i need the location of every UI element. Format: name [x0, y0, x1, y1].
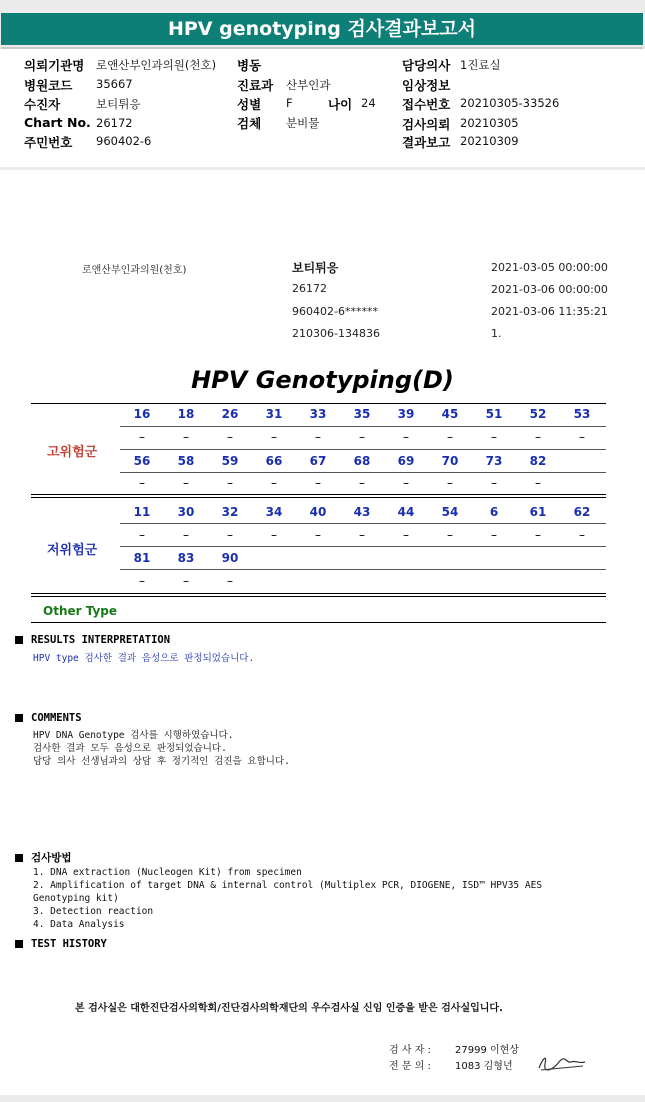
- report-date-value: 20210309: [460, 134, 519, 148]
- table-line: [120, 523, 606, 524]
- genotype-number: 31: [265, 407, 283, 421]
- genotype-result: –: [271, 476, 277, 490]
- genotype-result: –: [183, 574, 189, 588]
- requesting-org-label: 의뢰기관명: [24, 58, 85, 73]
- age-value: 24: [361, 96, 376, 110]
- genotype-number: 90: [221, 551, 239, 565]
- genotype-number: 43: [353, 505, 371, 519]
- genotype-number: 59: [221, 454, 239, 468]
- results-text: HPV type 검사한 결과 음성으로 판정되었습니다.: [33, 653, 255, 664]
- table-line: [31, 403, 606, 404]
- genotype-result: –: [227, 574, 233, 588]
- genotype-number: 61: [529, 505, 547, 519]
- genotype-result: –: [447, 430, 453, 444]
- genotype-number: 11: [133, 505, 151, 519]
- genotype-result: –: [139, 430, 145, 444]
- genotype-result: –: [403, 528, 409, 542]
- specimen-label: 검체: [237, 116, 262, 131]
- genotype-number: 26: [221, 407, 239, 421]
- header-page: 1.: [491, 327, 502, 340]
- genotype-number: 52: [529, 407, 547, 421]
- test-history-heading: [15, 938, 107, 950]
- genotype-result: –: [271, 430, 277, 444]
- receipt-no-label: 접수번호: [402, 97, 451, 112]
- table-line: [31, 622, 606, 623]
- test-history-heading-text: TEST HISTORY: [31, 938, 107, 950]
- comment-line: HPV DNA Genotype 검사를 시행하였습니다.: [33, 730, 234, 741]
- department-label: 진료과: [237, 78, 274, 93]
- comments-heading-text: COMMENTS: [31, 712, 82, 724]
- hospital-code-label: 병원코드: [24, 78, 73, 93]
- genotype-result: –: [359, 528, 365, 542]
- genotype-result: –: [271, 528, 277, 542]
- chart-no-value: 26172: [96, 116, 133, 130]
- clinical-info-label: 임상정보: [402, 78, 451, 93]
- genotype-result: –: [447, 528, 453, 542]
- genotype-result: –: [183, 476, 189, 490]
- comments-section-heading: [15, 712, 82, 724]
- bullet-square-icon: [15, 854, 23, 862]
- method-line: Genotyping kit): [33, 893, 119, 904]
- report-content: [0, 170, 645, 1095]
- method-section-heading: [15, 850, 72, 865]
- header-org: 로앤산부인과의원(천호): [82, 265, 187, 276]
- table-double-line: [31, 593, 606, 597]
- patient-value: 보티튀응: [96, 97, 141, 111]
- genotype-number: 16: [133, 407, 151, 421]
- genotype-number: 58: [177, 454, 195, 468]
- genotype-result: –: [447, 476, 453, 490]
- method-line: 3. Detection reaction: [33, 906, 154, 917]
- header-id: 960402-6******: [292, 305, 378, 318]
- bullet-square-icon: [15, 636, 23, 644]
- comment-line: 담당 의사 선생님과의 상담 후 정기적인 검진을 요합니다.: [33, 756, 290, 767]
- genotyping-title: HPV Genotyping(D): [191, 366, 454, 394]
- header-date-3: 2021-03-06 11:35:21: [491, 305, 608, 318]
- other-type-label: Other Type: [43, 604, 118, 618]
- genotype-number: 51: [485, 407, 503, 421]
- genotype-number: 73: [485, 454, 503, 468]
- genotype-number: 32: [221, 505, 239, 519]
- high-risk-label: 고위험군: [47, 445, 98, 460]
- genotype-result: –: [183, 528, 189, 542]
- genotype-number: 54: [441, 505, 459, 519]
- genotype-number: 53: [573, 407, 591, 421]
- genotype-number: 68: [353, 454, 371, 468]
- patient-info-block: [0, 49, 645, 167]
- method-line: 1. DNA extraction (Nucleogen Kit) from specimen: [33, 867, 302, 878]
- genotype-result: –: [491, 430, 497, 444]
- genotype-result: –: [579, 528, 585, 542]
- header-patient: 보티튀응: [292, 261, 339, 275]
- genotype-number: 40: [309, 505, 327, 519]
- report-title: HPV genotyping 검사결과보고서: [1, 13, 643, 45]
- department-value: 산부인과: [286, 78, 331, 92]
- requesting-org-value: 로앤산부인과의원(천호): [96, 58, 217, 72]
- genotype-number: 62: [573, 505, 591, 519]
- genotype-result: –: [359, 476, 365, 490]
- genotype-number: 6: [489, 505, 499, 519]
- specimen-value: 분비물: [286, 116, 320, 130]
- genotype-result: –: [403, 430, 409, 444]
- genotype-result: –: [315, 476, 321, 490]
- specialist-value: 1083 김형년: [455, 1061, 513, 1072]
- genotype-number: 81: [133, 551, 151, 565]
- genotype-result: –: [579, 430, 585, 444]
- tester-value: 27999 이현상: [455, 1045, 519, 1056]
- signature-icon: [535, 1050, 590, 1074]
- genotype-result: –: [491, 528, 497, 542]
- table-line: [120, 426, 606, 427]
- genotype-result: –: [183, 430, 189, 444]
- tester-label: 검 사 자 :: [389, 1045, 431, 1056]
- genotype-number: 45: [441, 407, 459, 421]
- genotype-number: 70: [441, 454, 459, 468]
- request-date-label: 검사의뢰: [402, 117, 451, 132]
- id-no-value: 960402-6: [96, 134, 152, 148]
- header-date-1: 2021-03-05 00:00:00: [491, 261, 608, 274]
- genotype-result: –: [139, 528, 145, 542]
- request-date-value: 20210305: [460, 116, 519, 130]
- chart-no-label: Chart No.: [24, 115, 91, 130]
- header-chart: 26172: [292, 282, 327, 295]
- method-heading-text: 검사방법: [31, 852, 72, 864]
- doctor-label: 담당의사: [402, 58, 451, 73]
- genotype-result: –: [535, 476, 541, 490]
- method-line: 4. Data Analysis: [33, 919, 125, 930]
- table-double-line: [31, 494, 606, 498]
- table-line: [120, 569, 606, 570]
- hospital-code-value: 35667: [96, 77, 133, 91]
- results-section-heading: [15, 634, 170, 646]
- certification-statement: 본 검사실은 대한진단검사의학회/진단검사의학재단의 우수검사실 신임 인증을 받은 검사실입니다.: [75, 1003, 503, 1014]
- genotype-result: –: [227, 528, 233, 542]
- doctor-value: 1진료실: [460, 58, 501, 72]
- specialist-label: 전 문 의 :: [389, 1061, 431, 1072]
- genotype-number: 33: [309, 407, 327, 421]
- receipt-no-value: 20210305-33526: [460, 96, 560, 110]
- table-line: [120, 472, 606, 473]
- sex-label: 성별: [237, 97, 262, 112]
- genotype-result: –: [227, 430, 233, 444]
- genotype-number: 44: [397, 505, 415, 519]
- genotype-result: –: [139, 476, 145, 490]
- genotype-result: –: [491, 476, 497, 490]
- low-risk-label: 저위험군: [47, 543, 98, 558]
- table-line: [120, 546, 606, 547]
- genotype-number: 34: [265, 505, 283, 519]
- genotype-number: 66: [265, 454, 283, 468]
- genotype-number: 30: [177, 505, 195, 519]
- genotype-result: –: [535, 528, 541, 542]
- genotype-number: 69: [397, 454, 415, 468]
- genotype-result: –: [139, 574, 145, 588]
- report-date-label: 결과보고: [402, 135, 451, 150]
- genotype-number: 83: [177, 551, 195, 565]
- genotype-result: –: [359, 430, 365, 444]
- genotype-number: 18: [177, 407, 195, 421]
- ward-label: 병동: [237, 58, 262, 73]
- genotype-number: 56: [133, 454, 151, 468]
- table-line: [120, 449, 606, 450]
- genotype-number: 67: [309, 454, 327, 468]
- sex-value: F: [286, 96, 293, 110]
- comment-line: 검사한 결과 모두 음성으로 판정되었습니다.: [33, 743, 227, 754]
- age-label: 나이: [328, 97, 353, 112]
- results-heading-text: RESULTS INTERPRETATION: [31, 634, 171, 646]
- header-date-2: 2021-03-06 00:00:00: [491, 283, 608, 296]
- genotype-result: –: [315, 430, 321, 444]
- id-no-label: 주민번호: [24, 135, 73, 150]
- genotype-number: 82: [529, 454, 547, 468]
- genotype-result: –: [535, 430, 541, 444]
- genotype-number: 39: [397, 407, 415, 421]
- header-sample-no: 210306-134836: [292, 327, 380, 340]
- genotype-result: –: [227, 476, 233, 490]
- genotype-result: –: [403, 476, 409, 490]
- genotype-result: –: [315, 528, 321, 542]
- patient-label: 수진자: [24, 97, 61, 112]
- bullet-square-icon: [15, 714, 23, 722]
- method-line: 2. Amplification of target DNA & internal control (Multiplex PCR, DIOGENE, ISD™ HPV35 AES: [33, 880, 543, 891]
- bullet-square-icon: [15, 940, 23, 948]
- genotype-number: 35: [353, 407, 371, 421]
